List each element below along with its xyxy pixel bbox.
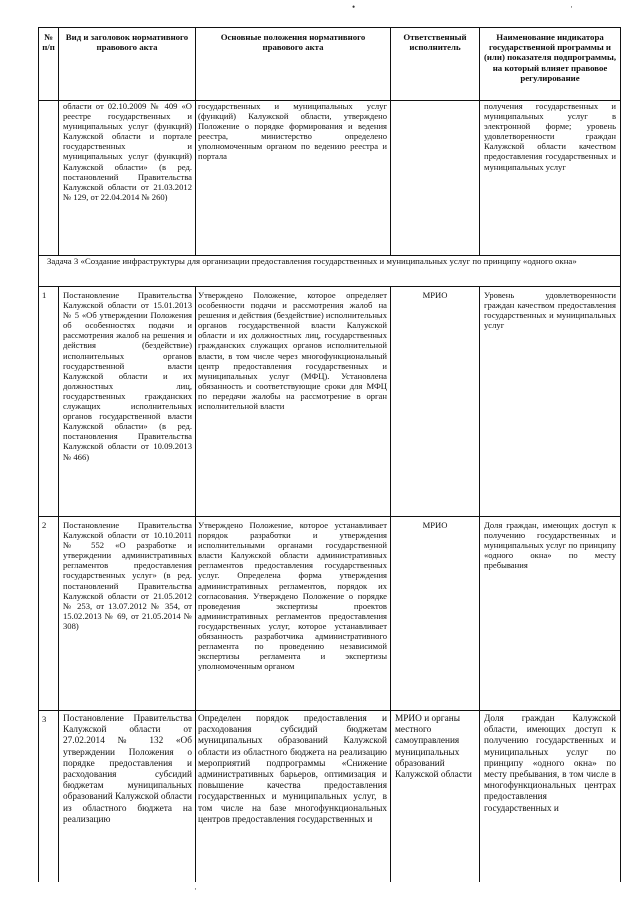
header-indicator: Наименование индикатора государственной программы и (или) показателя подпрограммы, на который влияет правовое регулирование (483, 32, 617, 83)
row-executor: МРИО и органы местного самоуправления муниципальных образований Калужской области (395, 714, 472, 781)
row-num: 1 (42, 290, 47, 300)
header-act-type: Вид и заголовок нормативного правового акта (65, 32, 189, 53)
scan-speck: · (194, 884, 197, 894)
row-border (38, 516, 621, 517)
header-num: № п/п (42, 32, 55, 53)
table-border-col2 (195, 27, 196, 255)
continued-act-type: области от 02.10.2009 № 409 «О реестре государственных и муниципальных услуг (функций) Калужской области и портале государственных и муниципальных услуг (функций) Калужской области» (в ред. постановлений Правительства Калужской области от 21.03.2012 № 129, от 22.04.2014 № 260) (63, 101, 192, 202)
row-num: 3 (42, 714, 47, 724)
task-title: Задача 3 «Создание инфраструктуры для организации предоставления государственных и муниципальных услуг по принципу «одного окна» (47, 256, 577, 266)
row-act-type: Постановление Правительства Калужской области от 15.01.2013 № 5 «Об утверждении Положения об особенностях подачи и рассмотрения жалоб на решения и действия (бездействие) исполнительных органов государственной власти Калужской области и их должностных лиц, государственных гражданских служащих исполнительных органов государственной власти Калужской области» (в ред. постановления Правительства Калужской области от 10.09.2013 № 466) (63, 290, 192, 462)
scan-speck: • (352, 2, 356, 12)
table-border-col4 (479, 27, 480, 255)
table-border-left (38, 27, 39, 882)
scan-speck: · (570, 2, 573, 12)
table-border-col1 (58, 286, 59, 882)
row-indicator: Доля граждан, имеющих доступ к получению государственных и муниципальных услуг по принципу «одного окна» по месту пребывания (484, 520, 616, 571)
row-act-type: Постановление Правительства Калужской области от 27.02.2014 № 132 «Об утверждении Положения о порядке предоставления и расходования субсидий бюджетам муниципальных образований Калужской области из областного бюджета на реализацию (63, 714, 192, 825)
table-border-col2 (195, 286, 196, 882)
continued-provisions: государственных и муниципальных услуг (функций) Калужской области, утверждено Положение о порядке формирования и ведения реестра, министерство определено уполномоченным органом по ведению реестра и портала (198, 101, 387, 162)
table-border-col3 (390, 27, 391, 255)
continued-indicator: получения государственных и муниципальных услуг в электронной форме; уровень удовлетворенности граждан Калужской области качеством предоставления государственных и муниципальных услуг (484, 101, 616, 172)
row-border (38, 286, 621, 287)
header-executor: Ответственный исполнитель (403, 32, 467, 53)
table-border-col1 (58, 27, 59, 255)
row-border (38, 710, 621, 711)
row-num: 2 (42, 520, 47, 530)
row-act-type: Постановление Правительства Калужской области от 10.10.2011 № 552 «О разработке и утверждении административных регламентов предоставления государственных услуг» (в ред. постановлений Правительства Калужской области от 21.05.2012 № 253, от 13.07.2012 № 354, от 15.02.2013 № 69, от 21.05.2014 № 308) (63, 520, 192, 631)
row-indicator: Уровень удовлетворенности граждан качеством предоставления государственных и муниципальных услуг (484, 290, 616, 331)
row-provisions: Утверждено Положение, которое устанавливает порядок разработки и утверждения исполнительными органами государственной власти Калужской области административных регламентов предоставления государственных услуг. Определена форма утверждения административных регламентов, порядок их согласования. Утверждено Положение о порядке проведения экспертизы проектов административных регламентов предоставления государственных услуг, которое устанавливает обязанность разработчика административного регламента по проведению независимой экспертизы регламента и экспертизы уполномоченным органом (198, 520, 387, 672)
table-border-col3 (390, 286, 391, 882)
row-executor: МРИО (422, 290, 448, 300)
row-indicator: Доля граждан Калужской области, имеющих доступ к получению государственных и муниципальных услуг по принципу «одного окна» по месту пребывания, в том числе в многофункциональных центрах предоставления государственных и (484, 714, 616, 814)
table-border-col4 (479, 286, 480, 882)
header-provisions: Основные положения нормативного правового акта (220, 32, 366, 53)
table-border-right (620, 27, 621, 882)
table-border-top (38, 27, 621, 28)
row-executor: МРИО (422, 520, 448, 530)
row-provisions: Определен порядок предоставления и расходования субсидий бюджетам муниципальных образований Калужской области из областного бюджета на реализацию мероприятий подпрограммы «Снижение административных барьеров, оптимизация и повышение качества предоставления государственных и муниципальных услуг, в том числе на базе многофункциональных центров предоставления государственных и (198, 714, 387, 825)
row-provisions: Утверждено Положение, которое определяет особенности подачи и рассмотрения жалоб на решения и действия (бездействие) исполнительных органов государственной власти Калужской области и их должностных лиц, государственных гражданских служащих органов исполнительной власти, в том числе через многофункциональный центр предоставления государственных и муниципальных услуг (МФЦ). Установлена обязанность и соответствующие сроки для МФЦ по передачи жалобы на рассмотрение в орган исполнительной власти (198, 290, 387, 412)
